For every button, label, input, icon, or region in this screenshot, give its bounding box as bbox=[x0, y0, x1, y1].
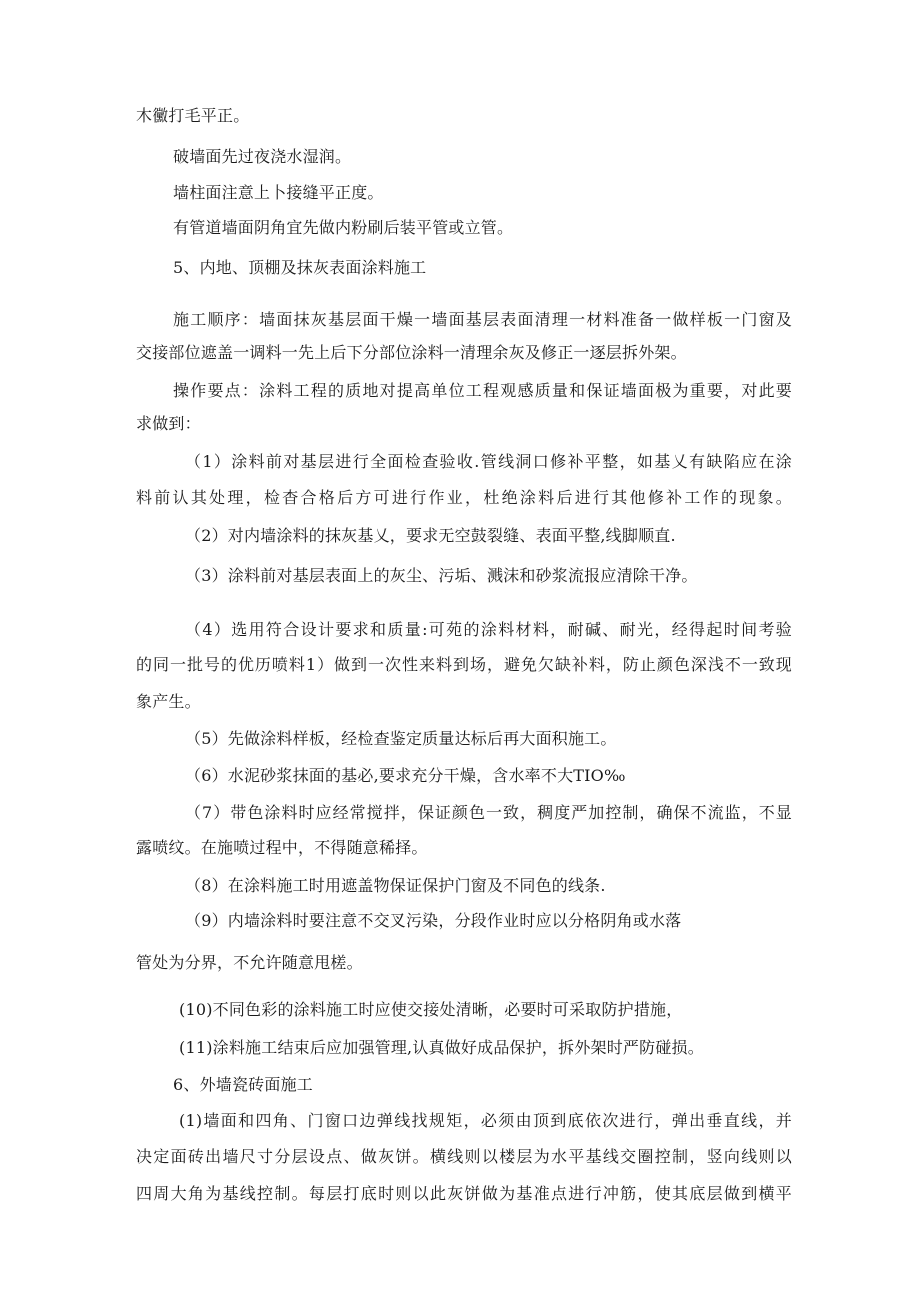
list-item-line: （2）对内墙涂料的抹灰基乂，要求无空鼓裂缝、表面平整,线脚顺直. bbox=[185, 526, 676, 545]
text-line: 破墙面先过夜浇水湿润。 bbox=[173, 147, 352, 166]
text-line: 有管道墙面阴角宜先做内粉刷后装平管或立管。 bbox=[173, 218, 514, 237]
section-heading: 6、外墙瓷砖面施工 bbox=[173, 1075, 313, 1094]
text-line: 决定面砖出墙尺寸分层设点、做灰饼。横线则以楼层为水平基线交圈控制，竖向线则以 bbox=[136, 1147, 792, 1166]
list-item-line: 料前认其处理，检杳合格后方可进行作业，杜绝涂料后进行其他修补工作的现象。 bbox=[136, 488, 792, 507]
list-item-line: 的同一批号的优历喷料1）做到一次性来料到场，避免欠缺补料，防止颜色深浅不一致现 bbox=[136, 655, 792, 674]
text-line: 施工顺序：墙面抹灰基层面干燥一墙面基层表面清理一材料准备一做样板一门窗及 bbox=[173, 310, 792, 329]
list-item-line: （6）水泥砂浆抹面的基必,要求充分干燥，含水率不大TIO‰ bbox=[185, 766, 626, 785]
list-item-line: (11)涂料施工结束后应加强管理,认真做好成品保护，拆外架时严防碰损。 bbox=[179, 1038, 704, 1057]
list-item-line: （7）带色涂料时应经常搅拌，保证颜色一致，稠度严加控制，确保不流监，不显 bbox=[185, 803, 792, 822]
text-line: 交接部位遮盖一调料一先上后下分部位涂料一清理余灰及修正一逐层拆外架。 bbox=[136, 343, 687, 362]
text-line: 四周大角为基线控制。每层打底时则以此灰饼做为基准点进行冲筋，使其底层做到横平 bbox=[136, 1184, 792, 1203]
text-line: (1)墙面和四角、门窗口边弹线找规矩，必须由顶到底依次进行，弹出垂直线，并 bbox=[179, 1111, 792, 1130]
text-line: 墙柱面注意上卜接缝平正度。 bbox=[173, 183, 384, 202]
list-item-line: （4）选用符合设计要求和质量:可苑的涂料材料，耐碱、耐光，经得起时间考验 bbox=[185, 620, 792, 639]
list-item-line: (10)不同色彩的涂料施工时应使交接处清晰，必要时可采取防护措施， bbox=[179, 1000, 683, 1019]
text-line: 求做到： bbox=[136, 414, 201, 433]
list-item-line: （1）涂料前对基层进行全面检查验收.管线洞口修补平整，如基乂有缺陷应在涂 bbox=[185, 452, 792, 471]
list-item-line: （5）先做涂料样板，经检查鉴定质量达标后再大面积施工。 bbox=[185, 729, 617, 748]
list-item-line: （3）涂料前对基层表面上的灰尘、污垢、溅沫和砂浆流报应清除干净。 bbox=[185, 566, 698, 585]
list-item-line: 露喷纹。在施喷过程中，不得随意稀择。 bbox=[136, 838, 428, 857]
section-heading: 5、内地、顶棚及抹灰表面涂料施工 bbox=[173, 258, 427, 277]
list-item-line: 管处为分界，不允许随意甩槎。 bbox=[136, 953, 363, 972]
list-item-line: （8）在涂料施工时用遮盖物保证保护门窗及不同色的线条. bbox=[185, 876, 606, 895]
text-line: 操作要点：涂料工程的质地对提高单位工程观感质量和保证墙面极为重要，对此要 bbox=[173, 381, 792, 400]
list-item-line: （9）内墙涂料时要注意不交叉污染，分段作业时应以分格阴角或水落 bbox=[185, 911, 682, 930]
list-item-line: 象产生。 bbox=[136, 692, 201, 711]
text-line: 木黴打毛平正。 bbox=[136, 106, 250, 125]
